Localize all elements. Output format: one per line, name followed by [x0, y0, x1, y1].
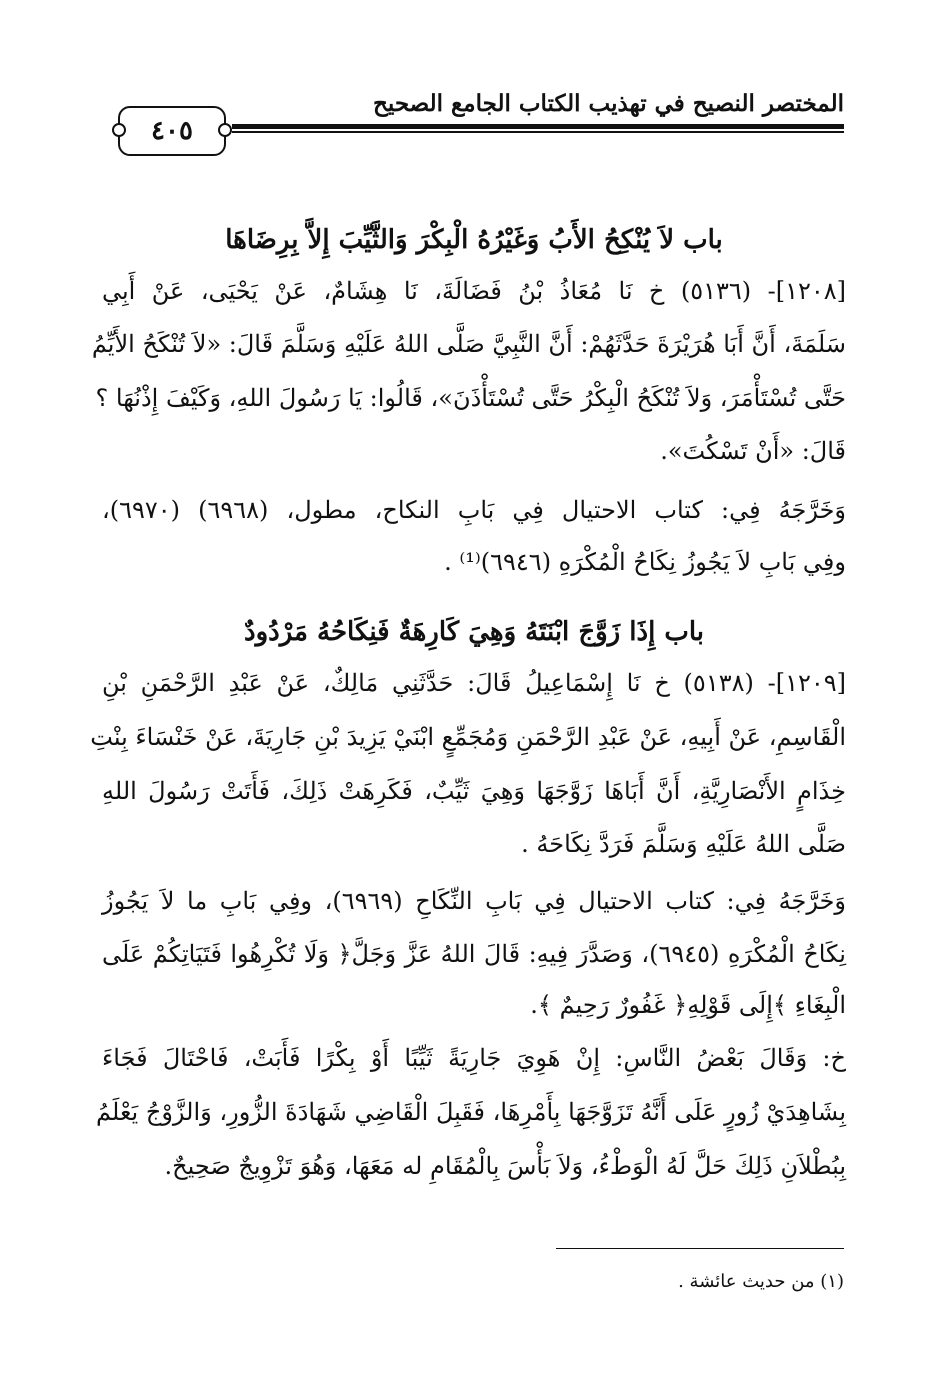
text-line: [١٢٠٩]- (٥١٣٨) خ نَا إِسْمَاعِيلُ قَالَ: حَدَّثَنِي مَالِكٌ، عَنْ عَبْدِ الرَّحْمَنِ بْنِ: [102, 669, 846, 697]
header-rule: [232, 124, 844, 129]
text-line: سَلَمَةَ، أَنَّ أَبَا هُرَيْرَةَ حَدَّثَهُمْ: أَنَّ النَّبِيَّ صَلَّى اللهُ عَلَيْهِ وَسَلَّمَ قَالَ: «لاَ تُنْكَحُ الأَيِّمُ: [91, 330, 846, 358]
text-line: خِذَامٍ الأَنْصَارِيَّةِ، أَنَّ أَبَاهَا زَوَّجَهَا وَهِيَ ثَيِّبٌ، فَكَرِهَتْ ذَلِكَ، فَأَتَتْ رَسُولَ اللهِ: [102, 777, 846, 805]
section-heading: باب إِذَا زَوَّجَ ابْنَتَهُ وَهِيَ كَارِهَةٌ فَنِكَاحُهُ مَرْدُودٌ: [243, 617, 704, 647]
text-line: قَالَ: «أَنْ تَسْكُتَ».: [660, 437, 846, 465]
running-header-title: المختصر النصيح في تهذيب الكتاب الجامع الصحيح: [373, 90, 844, 117]
text-line: وَخَرَّجَهُ فِي: كتاب الاحتيال فِي بَابِ النكاح، مطول، (٦٩٦٨) (٦٩٧٠)،: [102, 496, 847, 524]
text-line: بِبُطْلاَنِ ذَلِكَ حَلَّ لَهُ الْوَطْءُ، وَلاَ بَأْسَ بِالْمُقَامِ له مَعَهَا، وَهُوَ تَزْوِيجٌ صَحِيحٌ.: [164, 1152, 846, 1180]
section-heading: باب لاَ يُنْكِحُ الأَبُ وَغَيْرُهُ الْبِكْرَ وَالثَّيِّبَ إِلاَّ بِرِضَاهَا: [225, 225, 723, 255]
page-number-frame: [118, 106, 226, 156]
text-line: الْبِغَاءِ ﴾إِلَى قَوْلِهِ﴿ غَفُورٌ رَحِيمٌ ﴾.: [530, 991, 846, 1019]
text-line: خ: وَقَالَ بَعْضُ النَّاسِ: إِنْ هَوِيَ جَارِيَةً ثَيِّبًا أَوْ بِكْرًا فَأَبَتْ، فَاحْتَالَ فَجَاءَ: [102, 1044, 846, 1072]
text-line: وفِي بَابِ لاَ يَجُوزُ نِكَاحُ الْمُكْرَهِ (٦٩٤٦)⁽¹⁾ .: [444, 548, 846, 576]
text-line: بِشَاهِدَيْ زُورٍ عَلَى أَنَّهُ تَزَوَّجَهَا بِأَمْرِهَا، فَقَبِلَ الْقَاضِي شَهَادَةَ الزُّورِ، وَالزَّوْجُ يَعْلَمُ: [96, 1098, 846, 1126]
footnote-rule: [556, 1248, 844, 1249]
text-line: وَخَرَّجَهُ فِي: كتاب الاحتيال فِي بَابِ النِّكَاحِ (٦٩٦٩)، وفِي بَابِ ما لاَ يَجُوزُ: [102, 887, 846, 915]
footnote: (١) من حديث عائشة .: [678, 1271, 844, 1292]
text-line: صَلَّى اللهُ عَلَيْهِ وَسَلَّمَ فَرَدَّ نِكَاحَهُ .: [521, 830, 846, 858]
text-line: [١٢٠٨]- (٥١٣٦) خ نَا مُعَاذُ بْنُ فَضَالَةَ، نَا هِشَامٌ، عَنْ يَحْيَى، عَنْ أَبِي: [102, 277, 847, 305]
header-rule-thin: [232, 131, 844, 133]
text-line: نِكَاحُ الْمُكْرَهِ (٦٩٤٥)، وَصَدَّرَ فِيهِ: قَالَ اللهُ عَزَّ وَجَلَّ﴿ وَلَا تُكْرِهُوا فَتَيَاتِكُمْ عَلَى: [102, 940, 846, 968]
page-number: ٤٠٥: [151, 116, 193, 146]
text-line: حَتَّى تُسْتَأْمَرَ، وَلاَ تُنْكَحُ الْبِكْرُ حَتَّى تُسْتَأْذَنَ»، قَالُوا: يَا رَسُولَ اللهِ، وَكَيْفَ إِذْنُهَا ؟: [95, 384, 846, 412]
text-line: الْقَاسِمِ، عَنْ أَبِيهِ، عَنْ عَبْدِ الرَّحْمَنِ وَمُجَمِّعٍ ابْنَيْ يَزِيدَ بْنِ جَارِيَةَ، عَنْ خَنْسَاءَ بِنْتِ: [90, 723, 846, 751]
